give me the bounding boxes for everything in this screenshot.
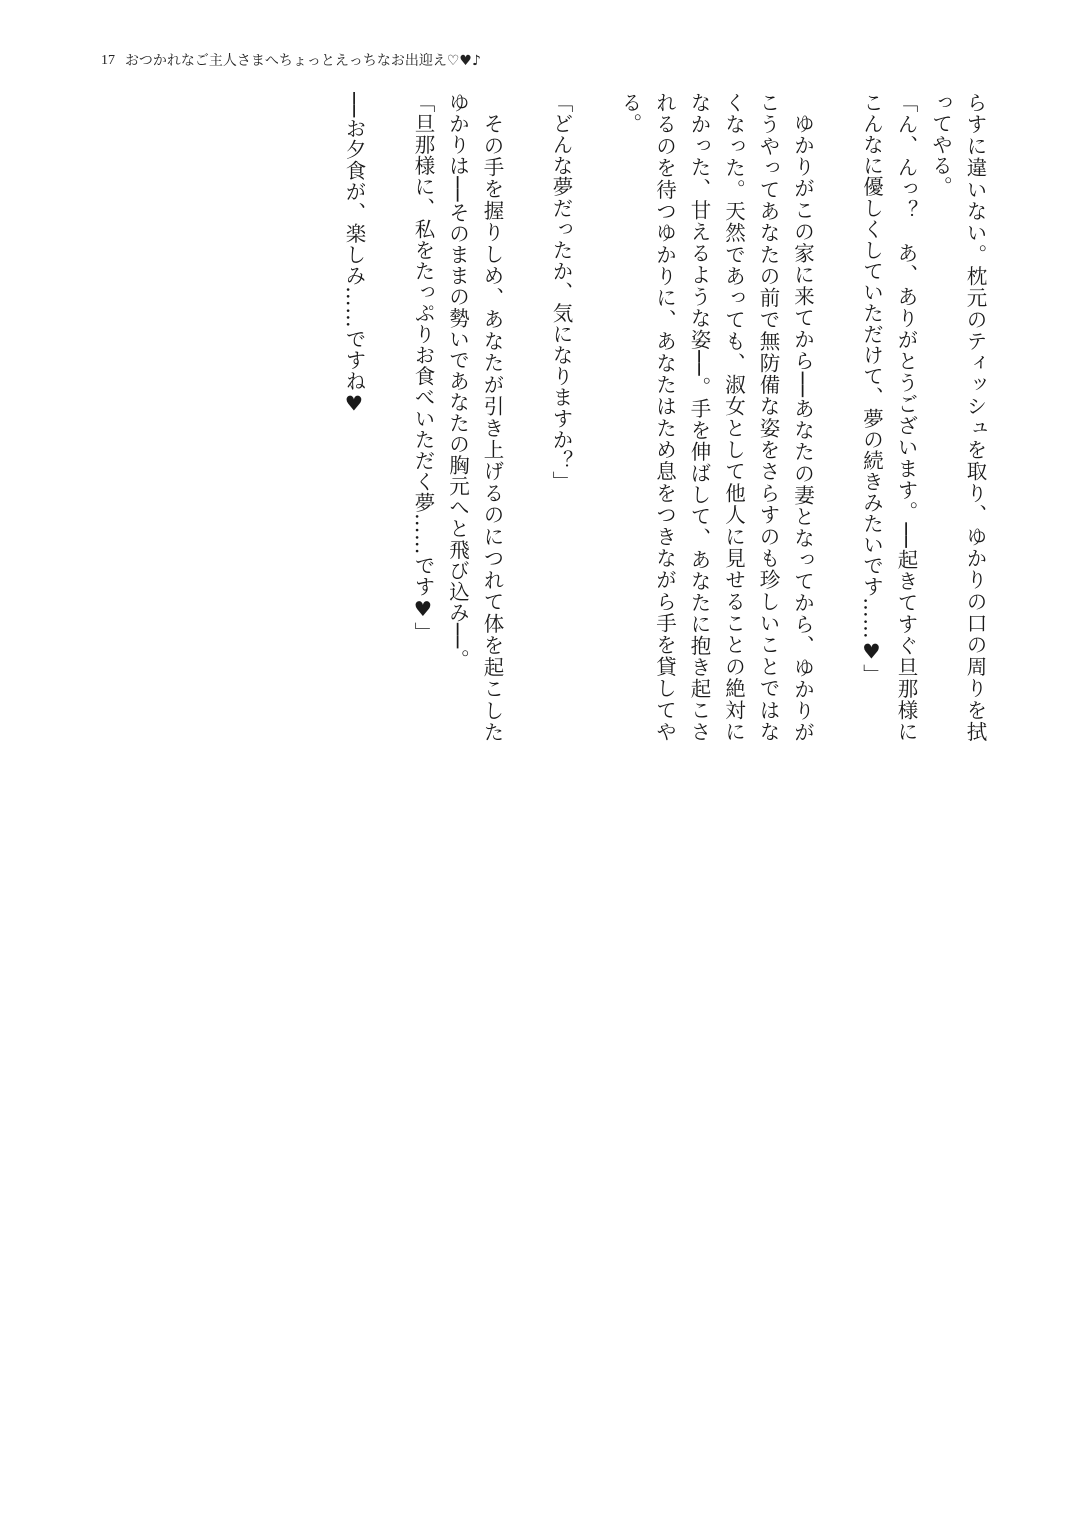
paragraph-7: ──お夕食が、楽しみ……ですね♥ — [342, 92, 366, 416]
blank-line — [578, 92, 613, 742]
paragraph-1: らすに違いない。枕元のティッシュを取り、ゆかりの口の周りを拭ってやる。 — [928, 92, 987, 742]
running-title: おつかれなご主人さまへちょっとえっちなお出迎え♡♥♪ — [125, 53, 481, 69]
blank-line — [509, 92, 544, 742]
blank-line — [820, 92, 855, 742]
paragraph-3: ゆかりがこの家に来てから──あなたの妻となってから、ゆかりがこうやってあなたの前で無防備な姿をさらすのも珍しいことではなくなった。天然であっても、淑女として他人に見せることの絶対になかった、甘えるような姿──。手を伸ばして、あなたに抱き起こされるのを待つゆかりに、あなたはため息をつきながら手を貸してやる。 — [618, 92, 815, 742]
page-header — [101, 50, 481, 72]
vertical-body-text — [162, 92, 992, 742]
page-number: 17 — [101, 53, 115, 68]
paragraph-5: その手を握りしめ、あなたが引き上げるのにつれて体を起こしたゆかりは──そのままの勢いであなたの胸元へと飛び込み──。 — [445, 92, 504, 742]
blank-line — [371, 92, 406, 742]
paragraph-6: 「旦那様に、私をたっぷりお食べいただく夢……です♥」 — [411, 92, 435, 643]
paragraph-2: 「ん、んっ？ あ、ありがとうございます。──起きてすぐ旦那様にこんなに優しくしていただけて、夢の続きみたいです……♥」 — [859, 92, 918, 742]
paragraph-4: 「どんな夢だったか、気になりますか？」 — [549, 92, 573, 492]
